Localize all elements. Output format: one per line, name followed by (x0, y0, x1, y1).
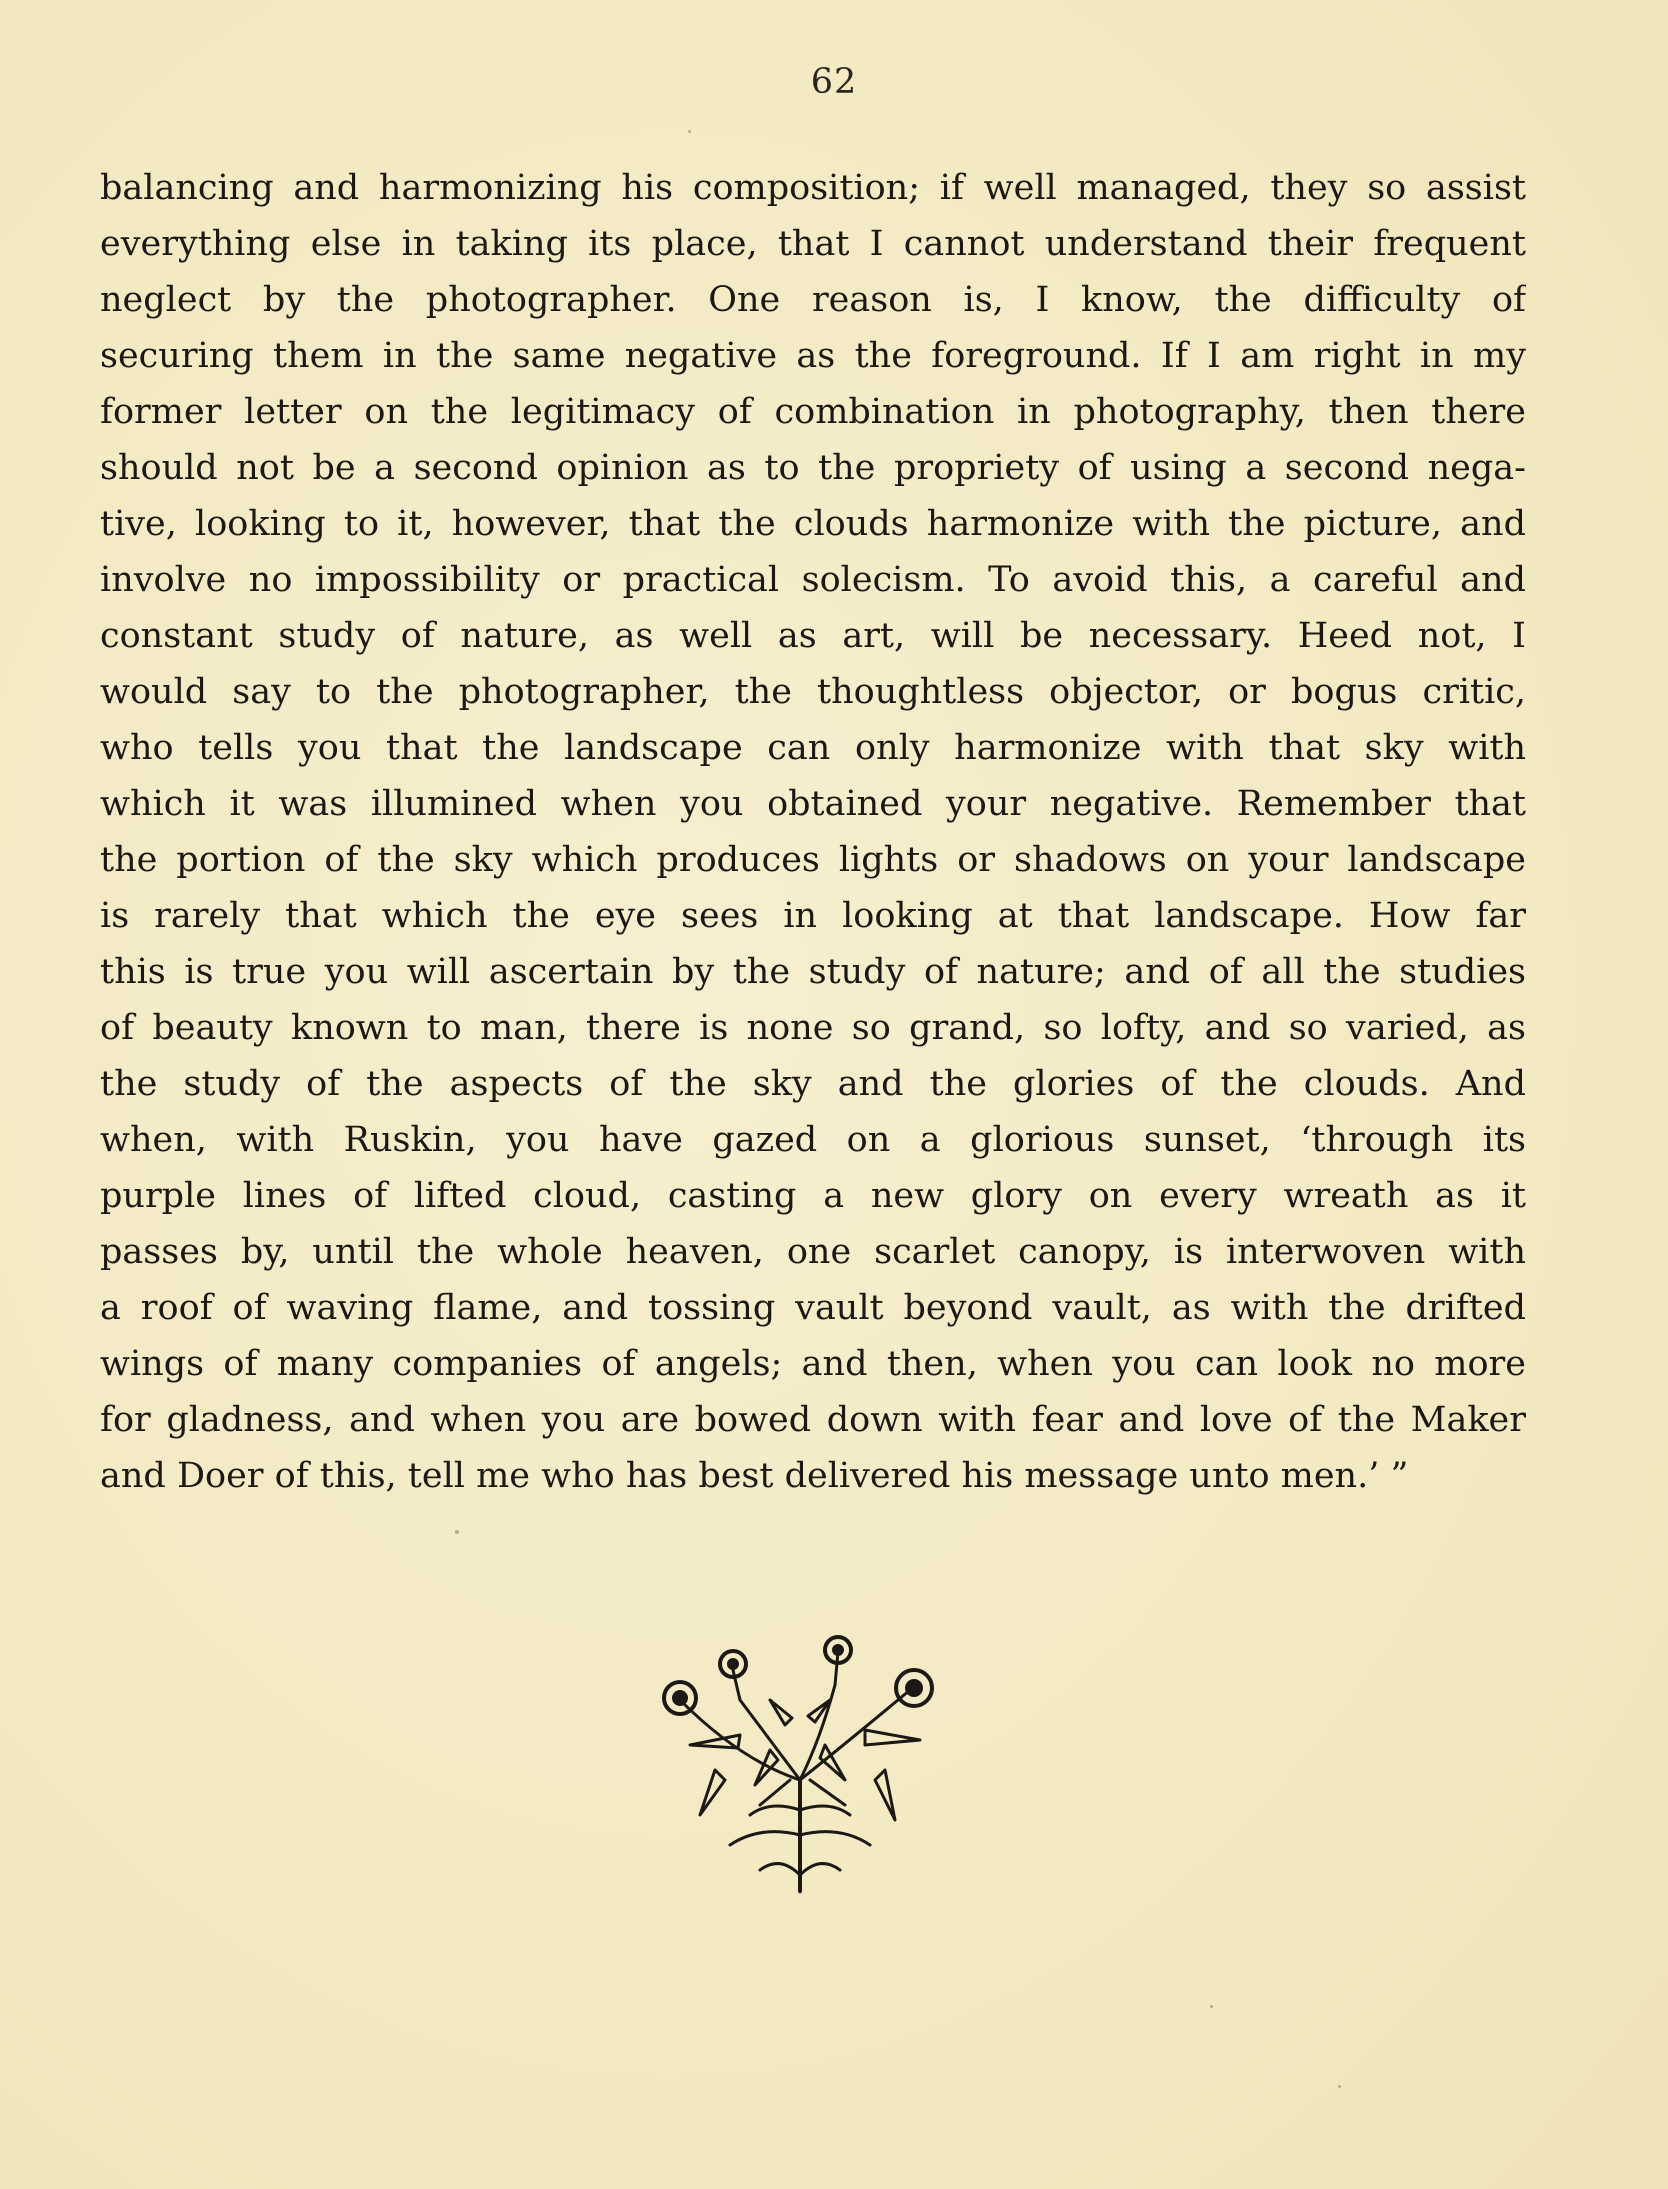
page-number: 62 (810, 62, 858, 102)
text-line: purple lines of lifted cloud, casting a new glory on every wreath as it (100, 1176, 1526, 1216)
text-line: tive, looking to it, however, that the clouds harmonize with the picture, and (100, 504, 1526, 544)
text-line: the portion of the sky which produces lights or shadows on your landscape (100, 840, 1526, 880)
text-line: passes by, until the whole heaven, one scarlet canopy, is interwoven with (100, 1232, 1526, 1272)
text-line: who tells you that the landscape can only harmonize with that sky with (100, 728, 1526, 768)
paper-speck (455, 1530, 459, 1534)
paper-speck (1338, 2085, 1341, 2088)
text-line: former letter on the legitimacy of combination in photography, then there (100, 392, 1526, 432)
text-line: securing them in the same negative as the foreground. If I am right in my (100, 336, 1526, 376)
text-line: and Doer of this, tell me who has best delivered his message unto men.’ ” (100, 1456, 1409, 1496)
text-line: for gladness, and when you are bowed down with fear and love of the Maker (100, 1400, 1526, 1440)
text-line: this is true you will ascertain by the study of nature; and of all the studies (100, 952, 1526, 992)
body-text (100, 160, 1526, 1504)
floral-tailpiece-icon (620, 1630, 980, 1900)
text-line: is rarely that which the eye sees in looking at that landscape. How far (100, 896, 1526, 936)
text-line: would say to the photographer, the thoughtless objector, or bogus critic, (100, 672, 1526, 712)
text-line: of beauty known to man, there is none so grand, so lofty, and so varied, as (100, 1008, 1526, 1048)
text-line: balancing and harmonizing his composition; if well managed, they so assist (100, 168, 1526, 208)
text-line: which it was illumined when you obtained your negative. Remember that (100, 784, 1526, 824)
text-line: involve no impossibility or practical solecism. To avoid this, a careful and (100, 560, 1526, 600)
text-line: wings of many companies of angels; and then, when you can look no more (100, 1344, 1526, 1384)
text-line: should not be a second opinion as to the propriety of using a second nega- (100, 448, 1526, 488)
paper-speck (688, 130, 691, 133)
text-line: everything else in taking its place, that I cannot understand their frequent (100, 224, 1526, 264)
text-line: a roof of waving flame, and tossing vault beyond vault, as with the drifted (100, 1288, 1526, 1328)
text-line: constant study of nature, as well as art, will be necessary. Heed not, I (100, 616, 1526, 656)
text-line: the study of the aspects of the sky and the glories of the clouds. And (100, 1064, 1526, 1104)
text-line: neglect by the photographer. One reason is, I know, the difficulty of (100, 280, 1526, 320)
text-line: when, with Ruskin, you have gazed on a glorious sunset, ‘through its (100, 1120, 1526, 1160)
paper-speck (1210, 2005, 1213, 2008)
